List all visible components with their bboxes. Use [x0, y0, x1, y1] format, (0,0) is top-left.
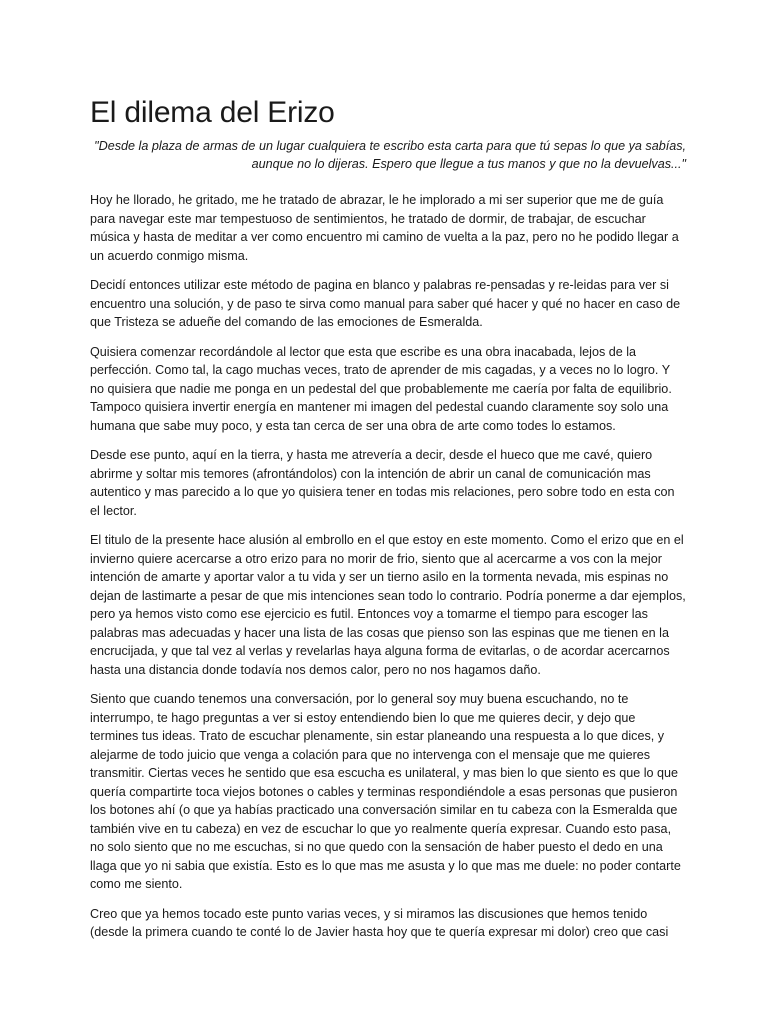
paragraph: Desde ese punto, aquí en la tierra, y hasta me atrevería a decir, desde el hueco que me cavé, quiero abrirme y soltar mis temores (afrontándolos) con la intención de abrir un canal de comunicación mas autentico y mas parecido a lo que yo quisiera tener en todas mis relaciones, pero sobre todo en esta con el lector. — [90, 448, 675, 518]
document-title: El dilema del Erizo — [90, 96, 335, 129]
epigraph-quote: "Desde la plaza de armas de un lugar cualquiera te escribo esta carta para que tú sepas lo que ya sabías, aunque no lo dijeras. Espero que llegue a tus manos y que no la devuelvas..." — [94, 139, 686, 171]
paragraph: Siento que cuando tenemos una conversación, por lo general soy muy buena escuchando, no te interrumpo, te hago preguntas a ver si estoy entendiendo bien lo que me quieres decir, y dejo que termines tus ideas. Trato de escuchar plenamente, sin estar planeando una respuesta a lo que dices, y alejarme de todo juicio que venga a colación para que no intervenga con el mensaje que me quieres transmitir. Ciertas veces he sentido que esa escucha es unilateral, y mas bien lo que siento es que lo que quería compartirte toca viejos botones o cables y terminas respondiéndole a esas personas que pusieron los botones ahí (o que ya habías practicado una conversación similar en tu cabeza con la Esmeralda que también vive en tu cabeza) en vez de escuchar lo que yo realmente quería expresar. Cuando esto pasa, no solo siento que no me escuchas, si no que quedo con la sensación de haber puesto el dedo en una llaga que yo ni sabia que existía. Esto es lo que mas me asusta y lo que mas me duele: no poder contarte como me siento. — [90, 692, 681, 891]
paragraph: El titulo de la presente hace alusión al embrollo en el que estoy en este momento. Como el erizo que en el invierno quiere acercarse a otro erizo para no morir de frio, siento que al acercarme a vos con la mejor intención de amarte y aportar valor a tu vida y ser un tierno asilo en la tormenta nevada, mis espinas no dejan de lastimarte a pesar de que mis intenciones sean todo lo contrario. Podría ponerme a dar ejemplos, pero ya hemos visto como ese ejercicio es futil. Entonces voy a tomarme el tiempo para escoger las palabras mas adecuadas y hacer una lista de las cosas que pienso son las espinas que me tienen en la encrucijada, y que tal vez al verlas y revelarlas haya alguna forma de evitarlas, o de acordar acercarnos hasta una distancia donde todavía nos demos calor, pero no nos hagamos daño. — [90, 533, 686, 677]
paragraph: Decidí entonces utilizar este método de pagina en blanco y palabras re-pensadas y re-leidas para ver si encuentro una solución, y de paso te sirva como manual para saber qué hacer y qué no hacer en caso de que Tristeza se adueñe del comando de las emociones de Esmeralda. — [90, 278, 681, 329]
paragraph: Quisiera comenzar recordándole al lector que esta que escribe es una obra inacabada, lejos de la perfección. Como tal, la cago muchas veces, trato de aprender de mis cagadas, y a veces no lo logro. Y no quisiera que nadie me ponga en un pedestal del que probablemente me caería por falta de equilibrio. Tampoco quisiera invertir energía en mantener mi imagen del pedestal cuando claramente soy solo una humana que sabe muy poco, y esta tan cerca de ser una obra de arte como todes lo estamos. — [90, 344, 672, 433]
paragraph: Hoy he llorado, he gritado, me he tratado de abrazar, le he implorado a mi ser superior que me de guía para navegar este mar tempestuoso de sentimientos, he tratado de dormir, de trabajar, de escuchar música y hasta de meditar a ver como encuentro mi camino de vuelta a la paz, pero no he podido llegar a un acuerdo conmigo misma. — [90, 193, 679, 263]
document-page — [90, 95, 686, 953]
paragraph: Creo que ya hemos tocado este punto varias veces, y si miramos las discusiones que hemos tenido (desde la primera cuando te conté lo de Javier hasta hoy que te quería expresar mi dolor) creo que casi — [90, 906, 669, 939]
